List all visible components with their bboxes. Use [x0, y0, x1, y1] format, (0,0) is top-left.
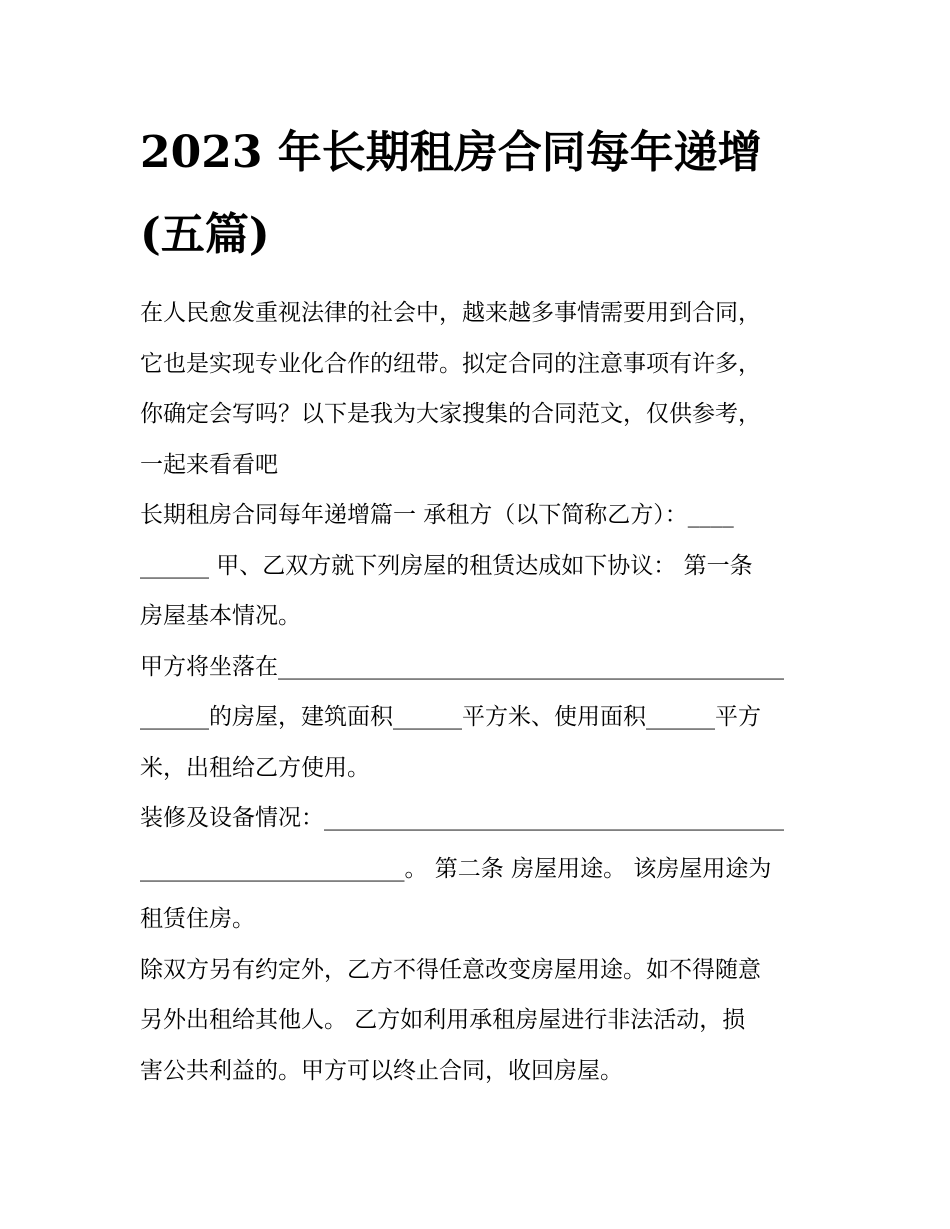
text-line: _______________________。 第二条 房屋用途。 该房屋用途为: [140, 855, 772, 882]
text-line: 害公共利益的。甲方可以终止合同，收回房屋。: [140, 1057, 623, 1084]
text-line: 甲方将坐落在____________________________________________: [140, 653, 784, 680]
document-title: [140, 112, 812, 276]
text-line: 它也是实现专业化合作的纽带。拟定合同的注意事项有许多，: [140, 350, 761, 377]
property-location-paragraph: [140, 642, 812, 794]
text-line: 装修及设备情况：________________________________________: [140, 805, 784, 831]
text-line: ______的房屋，建筑面积______平方米、使用面积______平方: [140, 704, 761, 730]
text-line: 长期租房合同每年递增篇一 承租方（以下简称乙方）：____: [140, 502, 734, 528]
document-body: [140, 112, 812, 1096]
title-line: 2023 年长期租房合同每年递增: [140, 127, 762, 178]
text-line: ______ 甲、乙双方就下列房屋的租赁达成如下协议： 第一条: [140, 552, 753, 579]
text-line: 一起来看看吧: [140, 451, 278, 478]
text-line: 租赁住房。: [140, 906, 255, 932]
text-line: 米，出租给乙方使用。: [140, 754, 370, 781]
text-line: 另外出租给其他人。 乙方如利用承租房屋进行非法活动，损: [140, 1007, 746, 1033]
text-line: 你确定会写吗？以下是我为大家搜集的合同范文，仅供参考，: [140, 401, 761, 427]
contract-parties-paragraph: [140, 490, 812, 642]
decoration-paragraph: [140, 793, 812, 945]
intro-paragraph: [140, 288, 812, 490]
usage-restriction-paragraph: [140, 945, 812, 1097]
title-line: (五篇): [140, 209, 270, 260]
text-line: 除双方另有约定外，乙方不得任意改变房屋用途。如不得随意: [140, 956, 761, 983]
text-line: 在人民愈发重视法律的社会中，越来越多事情需要用到合同，: [140, 300, 761, 326]
text-line: 房屋基本情况。: [140, 603, 301, 629]
